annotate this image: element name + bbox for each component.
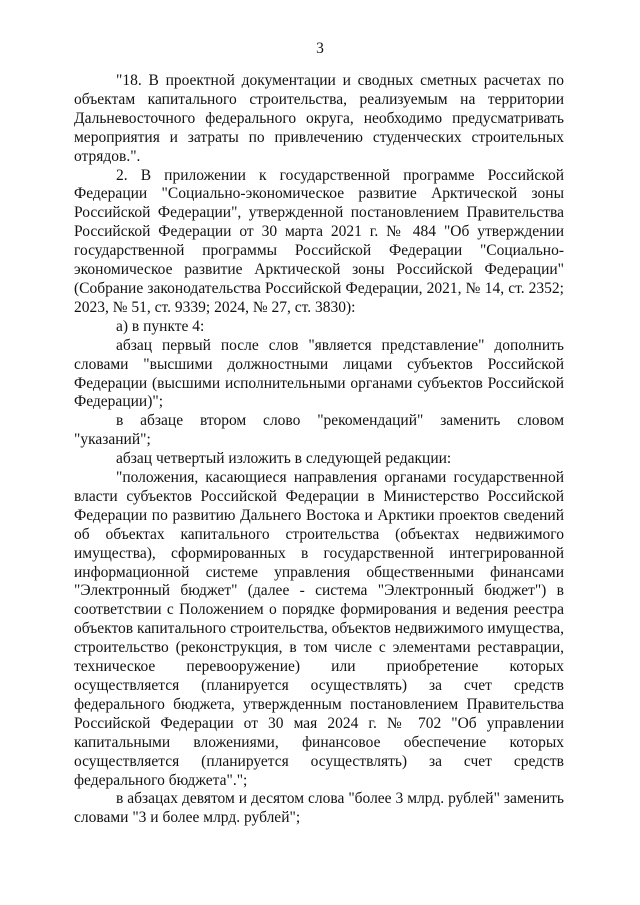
document-body <box>74 72 564 828</box>
paragraph-ninth-tenth-abzac: в абзацах девятом и десятом слова "более 3 млрд. рублей" заменить словами "3 и более млрд. рублей"; <box>74 790 564 827</box>
paragraph-first-abzac: абзац первый после слов "является представление" дополнить словами "высшими должностными лицами субъектов Российской Федерации (высшими исполнительными органами субъектов Российской Федерации)"; <box>74 336 564 411</box>
paragraph-item-2: 2. В приложении к государственной программе Российской Федерации "Социально-экономическое развитие Арктической зоны Российской Федерации", утвержденной постановлением Правительства Российской Федерации от 30 марта 2021 г. № 484 "Об утверждении государственной программы Российской Федерации "Социально-экономическое развитие Арктической зоны Российской Федерации" (Собрание законодательства Российской Федерации, 2021, № 14, ст. 2352; 2023, № 51, ст. 9339; 2024, № 27, ст. 3830): <box>74 166 564 316</box>
paragraph-item-18: "18. В проектной документации и сводных сметных расчетах по объектам капитального строительства, реализуемым на территории Дальневосточного федерального округа, необходимо предусматривать мероприятия и затраты по привлечению студенческих строительных отрядов.". <box>74 72 564 165</box>
paragraph-new-wording: "положения, касающиеся направления органами государственной власти субъектов Российской Федерации в Министерство Российской Федерации по развитию Дальнего Востока и Арктики проектов сведений об объектах капитального строительства (объектах недвижимого имущества), сформированных в государственной интегрированной информационной системе управления общественными финансами "Электронный бюджет" (далее - система "Электронный бюджет") в соответствии с Положением о порядке формирования и ведения реестра объектов капитального строительства, объектов недвижимого имущества, строительство (реконструкция, в том числе с элементами реставрации, техническое перевооружение) или приобретение которых осуществляется (планируется осуществлять) за счет средств федерального бюджета, утвержденным постановлением Правительства Российской Федерации от 30 мая 2024 г. № 702 "Об управлении капитальными вложениями, финансовое обеспечение которых осуществляется (планируется осуществлять) за счет средств федерального бюджета"."; <box>74 469 564 789</box>
paragraph-subitem-a: а) в пункте 4: <box>116 317 205 335</box>
paragraph-second-abzac: в абзаце втором слово "рекомендаций" заменить словом "указаний"; <box>74 412 564 449</box>
page-number: 3 <box>316 40 324 57</box>
paragraph-fourth-abzac: абзац четвертый изложить в следующей редакции: <box>116 450 452 468</box>
